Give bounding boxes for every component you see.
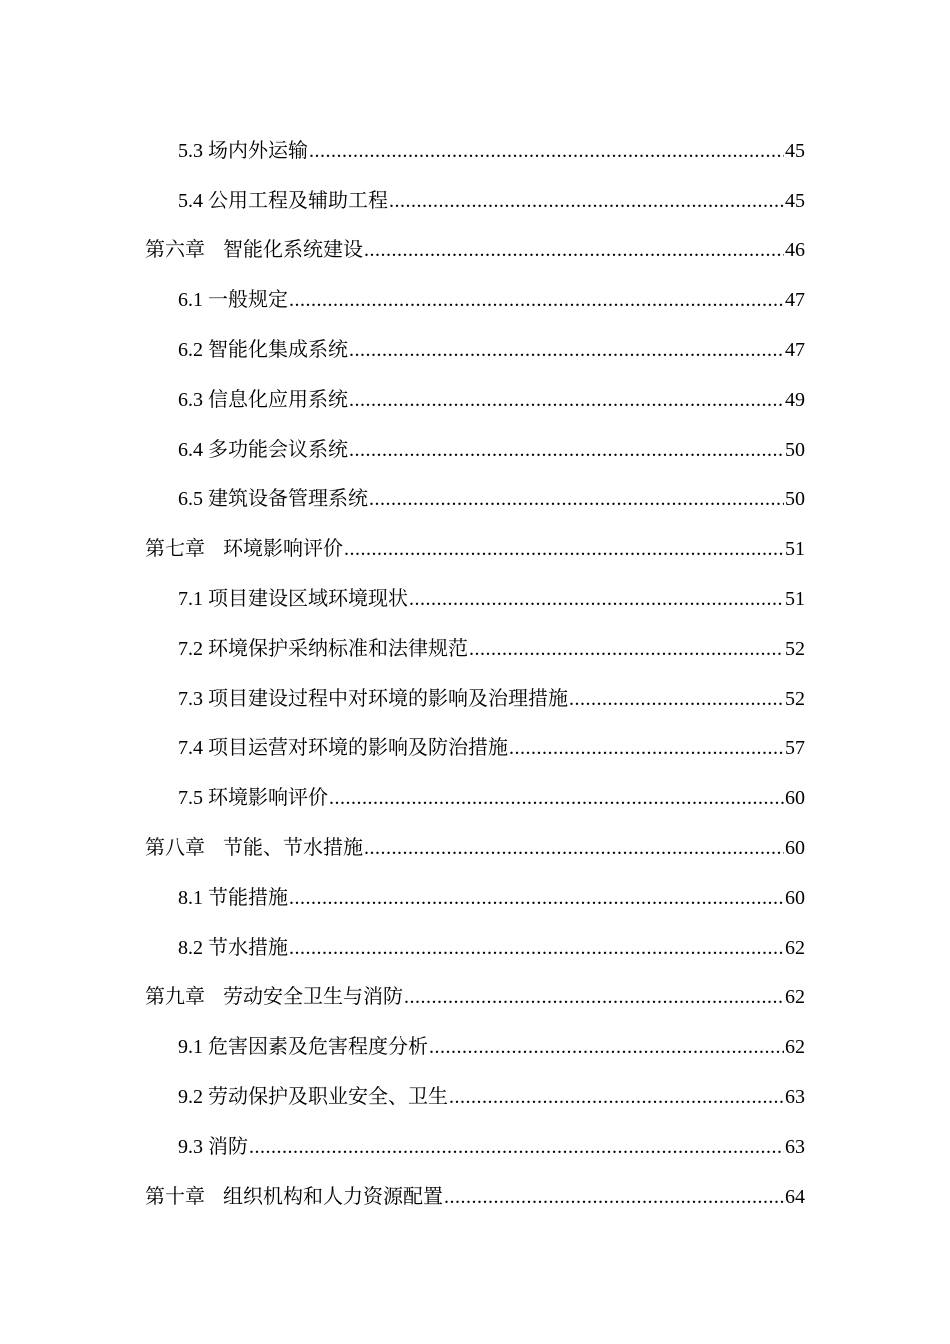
toc-entry-line: [178, 1137, 805, 1157]
toc-entry-title: [145, 987, 403, 1007]
toc-page-number: 52: [785, 637, 805, 660]
toc-page-number: 63: [785, 1135, 805, 1158]
toc-dot-leader: [329, 788, 784, 808]
toc-entry-text: 7.4 项目运营对环境的影响及防治措施: [178, 737, 508, 760]
toc-page-number: 51: [785, 538, 805, 561]
toc-entry-title: [178, 689, 568, 709]
toc-entry-line: [178, 1087, 805, 1107]
toc-entry-text: 组织机构和人力资源配置: [223, 1185, 443, 1208]
toc-entry-title: [178, 1087, 448, 1107]
toc-entry-title: [178, 788, 328, 808]
toc-entry-title: [145, 838, 363, 858]
toc-entry-line: [178, 141, 805, 161]
toc-entry-text: 9.2 劳动保护及职业安全、卫生: [178, 1086, 448, 1109]
toc-page-number: 50: [785, 488, 805, 511]
toc-entry-line: [178, 888, 805, 908]
toc-entry-line: [178, 489, 805, 509]
toc-entry-line: [178, 340, 805, 360]
toc-section-entry[interactable]: [0, 375, 950, 425]
toc-entry-text: 6.3 信息化应用系统: [178, 388, 348, 411]
toc-entry-text: 7.2 环境保护采纳标准和法律规范: [178, 637, 468, 660]
toc-entry-title: [178, 1037, 428, 1057]
toc-dot-leader: [249, 1137, 784, 1157]
toc-dot-leader: [364, 240, 784, 260]
toc-dot-leader: [289, 290, 784, 310]
toc-dot-leader: [344, 539, 784, 559]
toc-entry-line: [178, 290, 805, 310]
toc-section-entry[interactable]: [0, 1022, 950, 1072]
toc-section-entry[interactable]: [0, 724, 950, 774]
toc-entry-line: [145, 987, 805, 1007]
toc-entry-line: [145, 838, 805, 858]
toc-dot-leader: [404, 987, 784, 1007]
toc-entry-title: [178, 340, 348, 360]
toc-page-number: 60: [785, 787, 805, 810]
toc-entry-text: 环境影响评价: [223, 538, 343, 561]
toc-page-number: 51: [785, 588, 805, 611]
toc-dot-leader: [289, 938, 784, 958]
toc-page-number: 62: [785, 986, 805, 1009]
toc-entry-title: [178, 639, 468, 659]
toc-section-entry[interactable]: [0, 674, 950, 724]
toc-entry-text: 6.5 建筑设备管理系统: [178, 488, 368, 511]
toc-dot-leader: [449, 1087, 784, 1107]
toc-entry-title: [178, 141, 308, 161]
toc-section-entry[interactable]: [0, 1122, 950, 1172]
toc-entry-line: [178, 1037, 805, 1057]
toc-chapter-entry[interactable]: [0, 1172, 950, 1222]
toc-entry-title: [145, 240, 363, 260]
toc-section-entry[interactable]: [0, 923, 950, 973]
toc-page-number: 52: [785, 687, 805, 710]
toc-section-entry[interactable]: [0, 574, 950, 624]
toc-entry-line: [145, 240, 805, 260]
toc-entry-text: 9.3 消防: [178, 1135, 248, 1158]
toc-chapter-label: 第七章: [145, 538, 205, 561]
toc-page-number: 57: [785, 737, 805, 760]
toc-entry-text: 9.1 危害因素及危害程度分析: [178, 1036, 428, 1059]
toc-page-number: 63: [785, 1086, 805, 1109]
toc-page-number: 47: [785, 339, 805, 362]
toc-entry-line: [178, 390, 805, 410]
toc-dot-leader: [364, 838, 784, 858]
toc-section-entry[interactable]: [0, 176, 950, 226]
toc-entry-line: [178, 589, 805, 609]
toc-entry-title: [178, 938, 288, 958]
toc-section-entry[interactable]: [0, 873, 950, 923]
toc-page-number: 46: [785, 239, 805, 262]
toc-page-number: 45: [785, 139, 805, 162]
toc-dot-leader: [569, 689, 784, 709]
toc-entry-line: [145, 539, 805, 559]
toc-entry-title: [145, 1187, 443, 1207]
toc-entry-line: [178, 689, 805, 709]
toc-entry-line: [178, 938, 805, 958]
toc-entry-line: [145, 1187, 805, 1207]
toc-entry-title: [178, 440, 348, 460]
toc-entry-title: [145, 539, 343, 559]
toc-section-entry[interactable]: [0, 475, 950, 525]
toc-entry-line: [178, 440, 805, 460]
toc-chapter-label: 第九章: [145, 986, 205, 1009]
toc-entry-text: 8.1 节能措施: [178, 886, 288, 909]
toc-page-number: 47: [785, 289, 805, 312]
toc-dot-leader: [429, 1037, 784, 1057]
toc-entry-text: 7.1 项目建设区域环境现状: [178, 588, 408, 611]
toc-dot-leader: [369, 489, 784, 509]
toc-entry-title: [178, 489, 368, 509]
toc-entry-text: 6.2 智能化集成系统: [178, 339, 348, 362]
toc-dot-leader: [349, 390, 784, 410]
toc-page-number: 64: [785, 1185, 805, 1208]
toc-entry-line: [178, 191, 805, 211]
toc-entry-text: 6.1 一般规定: [178, 289, 288, 312]
toc-entry-text: 8.2 节水措施: [178, 936, 288, 959]
table-of-contents: [0, 126, 950, 1222]
toc-dot-leader: [409, 589, 784, 609]
toc-page-number: 49: [785, 388, 805, 411]
toc-section-entry[interactable]: [0, 773, 950, 823]
toc-chapter-entry[interactable]: [0, 973, 950, 1023]
toc-entry-text: 5.4 公用工程及辅助工程: [178, 189, 388, 212]
toc-chapter-entry[interactable]: [0, 226, 950, 276]
toc-chapter-entry[interactable]: [0, 524, 950, 574]
toc-page-number: 60: [785, 886, 805, 909]
toc-entry-line: [178, 738, 805, 758]
toc-chapter-entry[interactable]: [0, 823, 950, 873]
toc-entry-line: [178, 788, 805, 808]
toc-entry-text: 劳动安全卫生与消防: [223, 986, 403, 1009]
toc-dot-leader: [509, 738, 784, 758]
toc-entry-title: [178, 290, 288, 310]
toc-dot-leader: [349, 340, 784, 360]
toc-section-entry[interactable]: [0, 624, 950, 674]
toc-chapter-label: 第六章: [145, 239, 205, 262]
toc-entry-title: [178, 738, 508, 758]
toc-page-number: 62: [785, 1036, 805, 1059]
toc-entry-text: 7.5 环境影响评价: [178, 787, 328, 810]
toc-entry-title: [178, 1137, 248, 1157]
toc-entry-title: [178, 390, 348, 410]
toc-section-entry[interactable]: [0, 325, 950, 375]
toc-dot-leader: [469, 639, 784, 659]
toc-entry-text: 7.3 项目建设过程中对环境的影响及治理措施: [178, 687, 568, 710]
toc-section-entry[interactable]: [0, 126, 950, 176]
toc-entry-line: [178, 639, 805, 659]
toc-dot-leader: [309, 141, 784, 161]
toc-entry-text: 智能化系统建设: [223, 239, 363, 262]
toc-page-number: 45: [785, 189, 805, 212]
toc-entry-title: [178, 191, 388, 211]
toc-page-number: 62: [785, 936, 805, 959]
toc-section-entry[interactable]: [0, 275, 950, 325]
toc-entry-title: [178, 888, 288, 908]
toc-entry-text: 5.3 场内外运输: [178, 139, 308, 162]
toc-entry-text: 6.4 多功能会议系统: [178, 438, 348, 461]
toc-dot-leader: [289, 888, 784, 908]
toc-chapter-label: 第十章: [145, 1185, 205, 1208]
toc-chapter-label: 第八章: [145, 837, 205, 860]
toc-section-entry[interactable]: [0, 425, 950, 475]
toc-entry-text: 节能、节水措施: [223, 837, 363, 860]
toc-page-number: 50: [785, 438, 805, 461]
toc-dot-leader: [349, 440, 784, 460]
toc-dot-leader: [444, 1187, 784, 1207]
toc-section-entry[interactable]: [0, 1072, 950, 1122]
toc-dot-leader: [389, 191, 784, 211]
toc-page-number: 60: [785, 837, 805, 860]
toc-entry-title: [178, 589, 408, 609]
